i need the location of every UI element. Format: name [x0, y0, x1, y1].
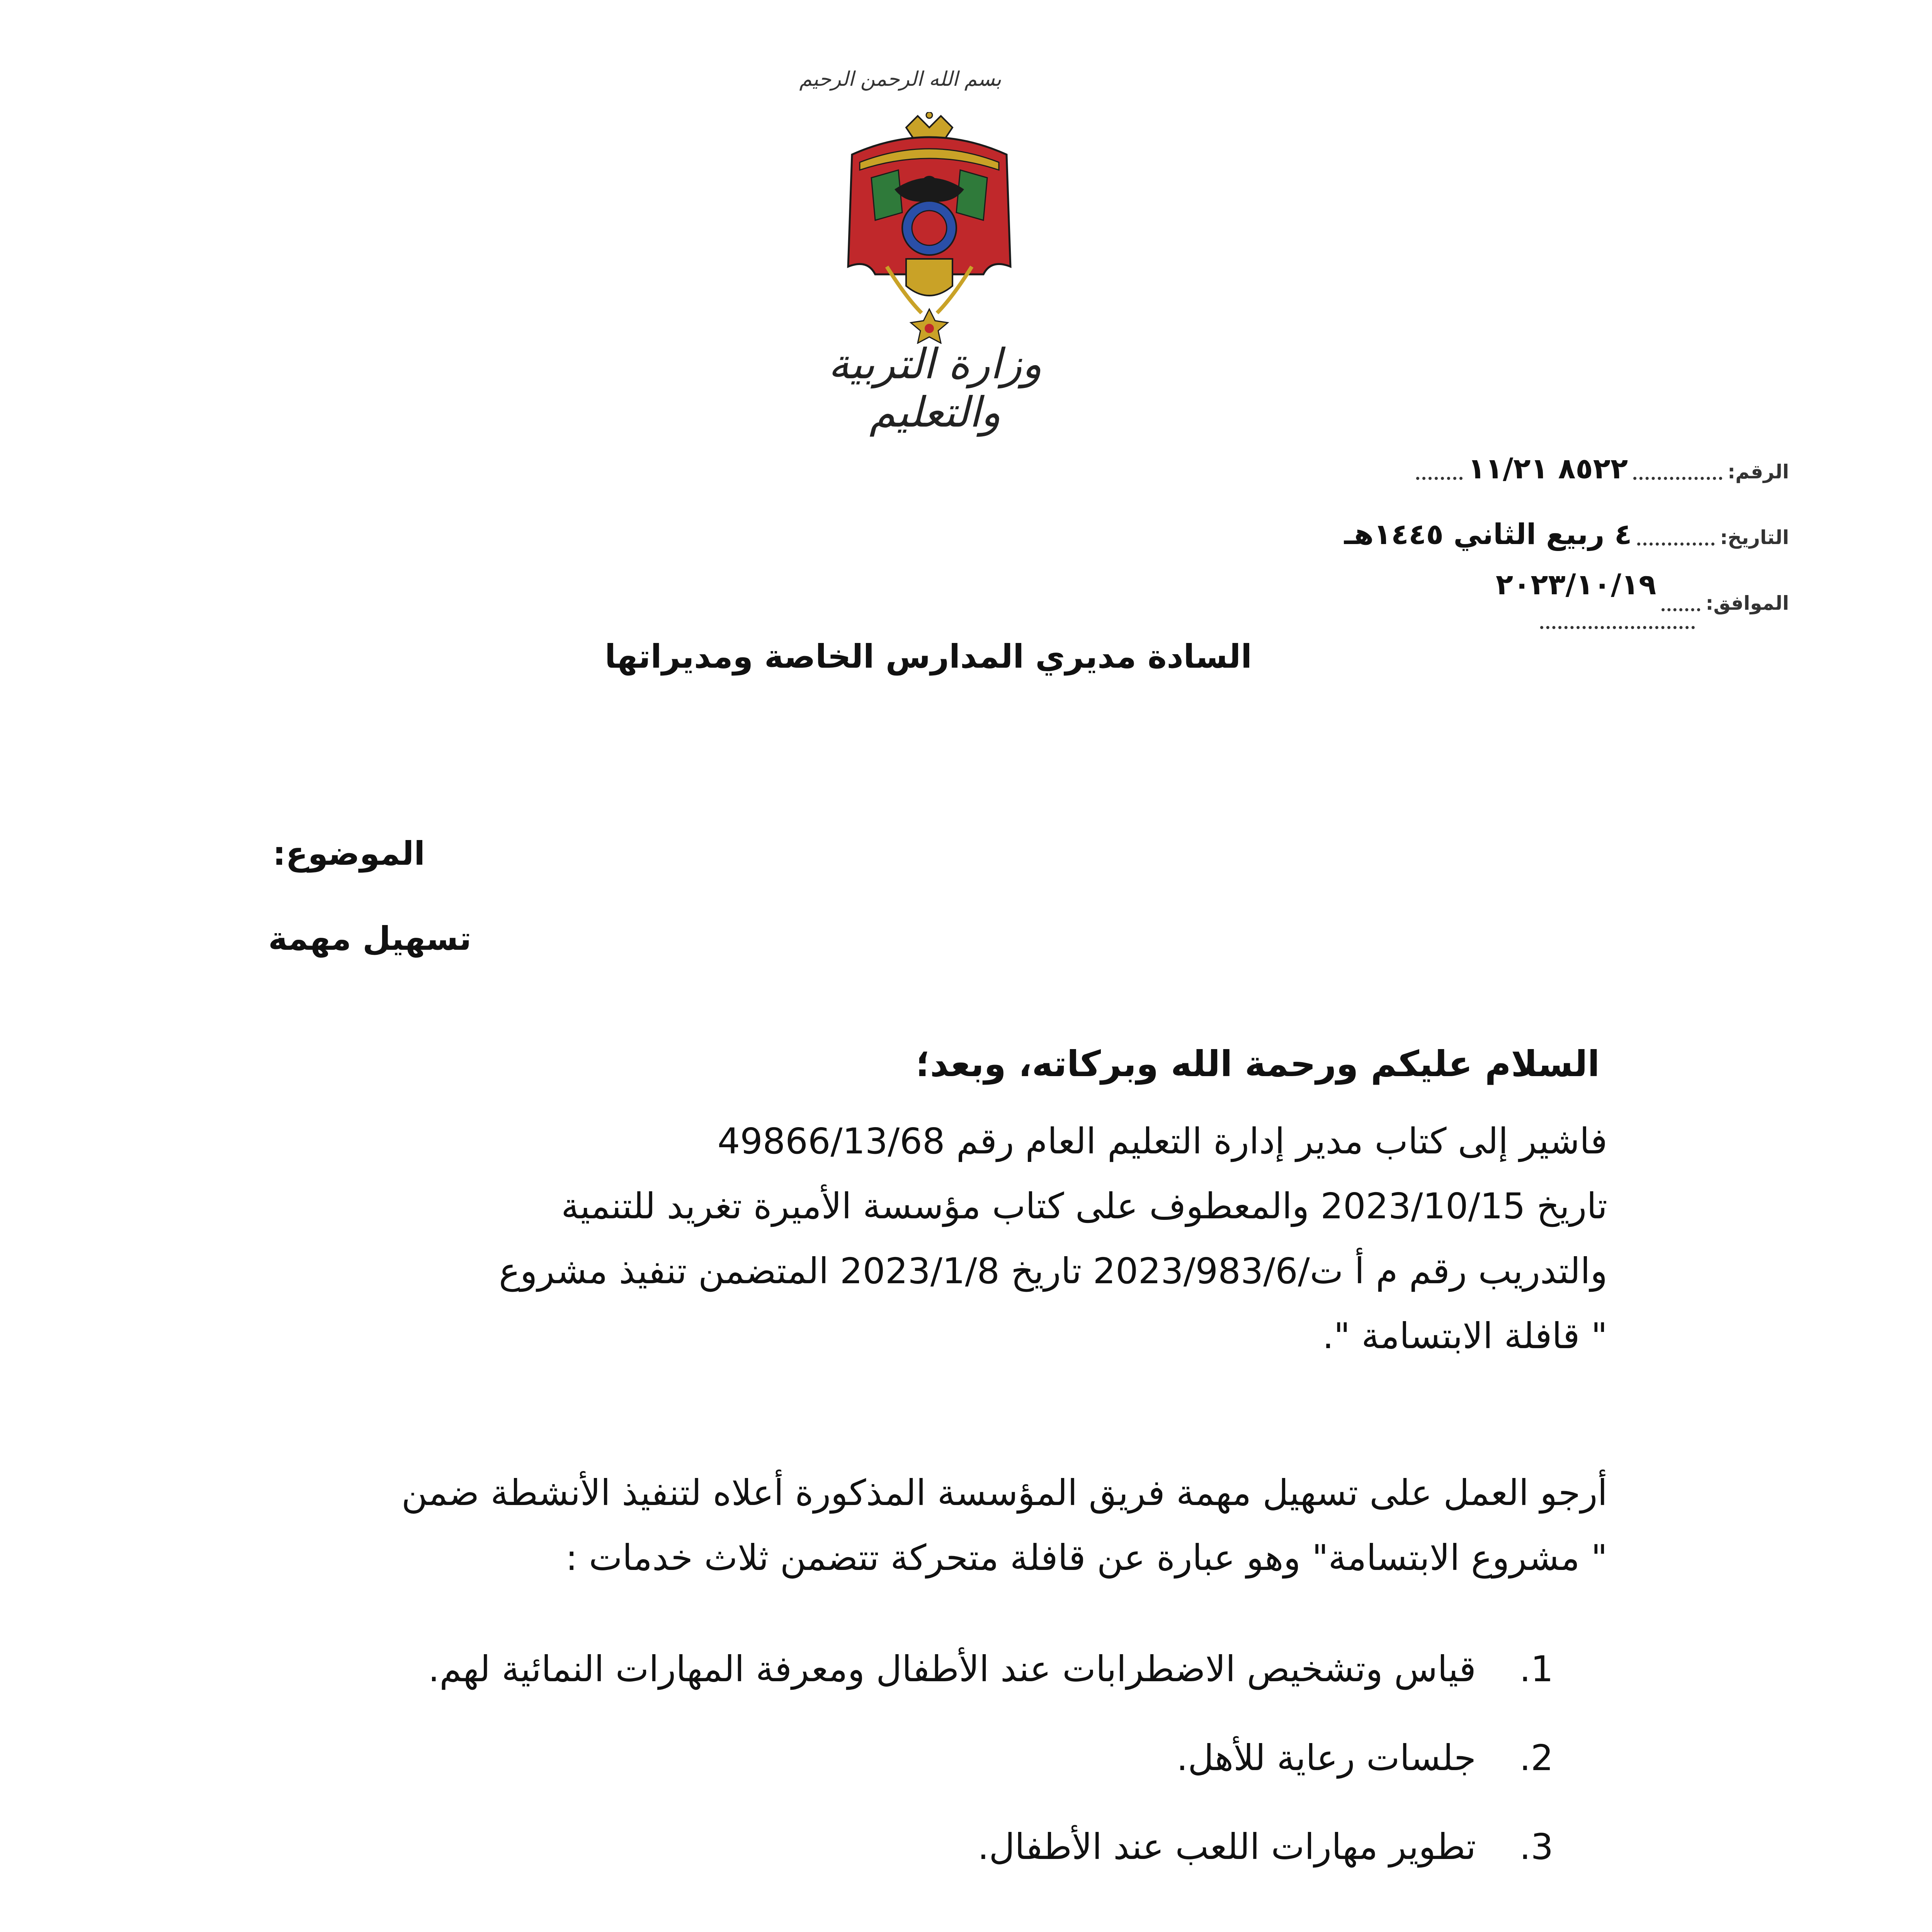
- list-item-number: 3.: [1519, 1826, 1553, 1867]
- reference-corresponding-label: الموافق:: [1706, 592, 1789, 614]
- reference-corresponding-value: ٢٠٢٣/١٠/١٩: [1495, 568, 1656, 601]
- list-item-text: قياس وتشخيص الاضطرابات عند الأطفال ومعرفة المهارات النمائية لهم.: [428, 1648, 1476, 1690]
- dotted-line: [1540, 626, 1695, 629]
- list-item-number: 1.: [1519, 1648, 1553, 1690]
- reference-date-value: ٤ ربيع الثاني ١٤٤٥هـ: [1344, 518, 1632, 551]
- reference-number-label: الرقم:: [1728, 461, 1789, 483]
- paragraph-1: [263, 1109, 1607, 1369]
- list-item-text: تطوير مهارات اللعب عند الأطفال.: [978, 1826, 1476, 1867]
- paragraph-1-line: تاريخ 2023/10/15 والمعطوف على كتاب مؤسسة الأميرة تغريد للتنمية: [561, 1185, 1607, 1227]
- reference-date-row: [1287, 518, 1789, 551]
- list-item-text: جلسات رعاية للأهل.: [1176, 1737, 1476, 1779]
- list-item: [298, 1642, 1553, 1696]
- dotted-line: [1662, 608, 1700, 611]
- list-item-number: 2.: [1519, 1737, 1553, 1779]
- addressee: السادة مديري المدارس الخاصة ومديراتها: [605, 638, 1252, 675]
- paragraph-2-line: " مشروع الابتسامة" وهو عبارة عن قافلة متحركة تتضمن ثلاث خدمات :: [565, 1537, 1607, 1578]
- jordan-coat-of-arms-icon: [829, 112, 1030, 344]
- dotted-line: [1633, 477, 1722, 480]
- services-list: [298, 1642, 1553, 1909]
- paragraph-1-line: " قافلة الابتسامة ".: [1322, 1315, 1607, 1357]
- basmala: بسم الله الرحمن الرحيم: [799, 68, 1002, 91]
- paragraph-2-line: أرجو العمل على تسهيل مهمة فريق المؤسسة المذكورة أعلاه لتنفيذ الأنشطة ضمن: [401, 1472, 1607, 1514]
- dotted-line: [1637, 543, 1714, 546]
- paragraph-1-line: فاشير إلى كتاب مدير إدارة التعليم العام رقم 49866/13/68: [717, 1121, 1607, 1162]
- reference-date-label: التاريخ:: [1720, 526, 1789, 549]
- paragraph-1-line: والتدريب رقم م أ ت/2023/983/6 تاريخ 2023/1/8 المتضمن تنفيذ مشروع: [499, 1250, 1607, 1292]
- dotted-line: [1416, 477, 1463, 480]
- ministry-logo: وزارة التربية والتعليم: [828, 340, 1042, 437]
- subject-label: الموضوع:: [272, 835, 425, 872]
- list-item: [298, 1731, 1553, 1785]
- greeting: السلام عليكم ورحمة الله وبركاته، وبعد؛: [916, 1043, 1600, 1085]
- paragraph-2: [263, 1461, 1607, 1590]
- reference-corresponding-row: [1287, 568, 1789, 617]
- list-item: [298, 1820, 1553, 1874]
- reference-number-value: ٨٥٢٢ ١١/٢١: [1468, 452, 1628, 485]
- reference-number-row: [1287, 452, 1789, 485]
- subject: تسهيل مهمة: [268, 920, 471, 957]
